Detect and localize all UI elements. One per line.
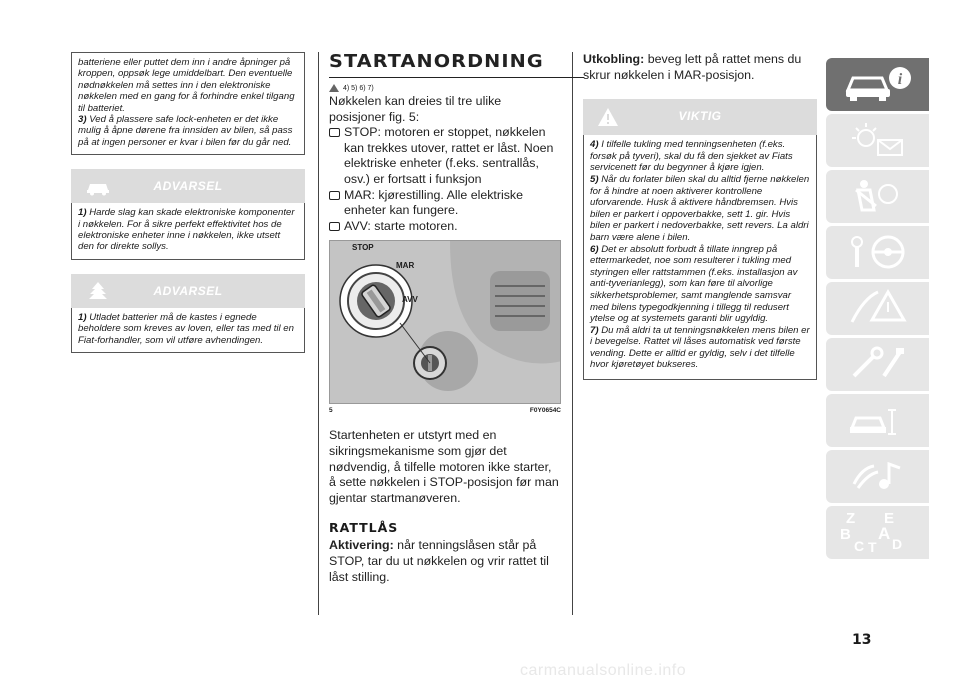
list-item	[329, 125, 561, 187]
index-letter: D	[892, 536, 903, 552]
warning-text: Harde slag kan skade elektroniske komponenter i nøkkelen. For å sikre perfekt effektivitet hos de elektroniske enheter inne i nøkkelen, ikke utsett den for direkte sollys.	[78, 207, 295, 253]
position-label-stop: STOP	[352, 243, 374, 253]
list-item-text: MAR: kjørestilling. Alle elektriske enheter kan fungere.	[344, 187, 524, 218]
index-letter: A	[878, 524, 891, 543]
note-number: 1)	[78, 311, 87, 323]
warning-triangle-icon	[329, 84, 339, 92]
index-letter: Z	[846, 510, 856, 527]
tab-technical-data[interactable]	[826, 394, 929, 447]
tab-multimedia[interactable]	[826, 450, 929, 503]
intro-paragraph: Nøkkelen kan dreies til tre ulike posisjoner fig. 5:	[329, 94, 502, 124]
key-icon	[329, 222, 340, 231]
key-icon	[329, 191, 340, 200]
ignition-illustration	[330, 241, 561, 404]
tab-maintenance[interactable]	[826, 338, 929, 391]
tools-icon	[844, 344, 914, 384]
important-header	[583, 99, 817, 135]
road-warning-icon	[844, 288, 914, 328]
important-title: VIKTIG	[678, 109, 722, 124]
index-letter: B	[840, 526, 851, 543]
tab-starting-driving[interactable]	[826, 226, 929, 279]
body-text	[329, 94, 561, 234]
note-text: Når du forlater bilen skal du alltid fjerne nøkkelen for å hindre at noen aktiverer kontrollene uforvarende. Husk å aktivere håndbremsen. Hvis bilen er parkert i oppoverbakke, sett 1. gir. Hvis bilen er parkert i nedoverbakke, sett revers. La aldri barn være alene i bilen.	[590, 173, 810, 243]
warning-header	[71, 274, 305, 308]
car-info-icon	[844, 64, 914, 104]
position-label-mar: MAR	[396, 261, 415, 271]
important-box	[583, 135, 817, 380]
warning-text: Utladet batterier må de kastes i egnede beholdere som kreves av loven, eller tas med til en Fiat-forhandler, som vil utføre avhendingen.	[78, 311, 294, 346]
note-number: 3)	[78, 114, 87, 126]
section-heading: STARTANORDNING	[329, 52, 584, 78]
list-item	[329, 188, 561, 219]
chapter-index	[826, 58, 929, 562]
list-item-text: AVV: starte motoren.	[344, 218, 458, 233]
start-paragraph: Startenheten er utstyrt med en sikringsmekanisme som gjør det nødvendig, å tilfelle motoren ikke starter, å sette nøkkelen i STOP-posisjon før man gjentar startmanøveren.	[329, 428, 559, 505]
position-label-avv: AVV	[402, 295, 418, 305]
warning-box	[71, 308, 305, 353]
column-divider-left	[318, 52, 319, 615]
figure-code: F0Y0654C	[529, 407, 561, 415]
svg-text:i: i	[897, 71, 903, 88]
column-divider-right	[572, 52, 573, 615]
intro-text: batteriene eller puttet dem inn i andre åpninger på kroppen, oppsøk lege umiddelbart. Den eventuelle nødnøkkelen må settes inn i den elektroniske nøkkelen med en gang for å forhindre enkel tilgang til batteriet.	[78, 57, 295, 114]
multimedia-icon	[844, 456, 914, 496]
ignition-figure	[329, 240, 561, 404]
steering-wheel-key-icon	[844, 232, 914, 272]
warning-title: ADVARSEL	[153, 283, 223, 298]
note-number: 4)	[590, 139, 599, 151]
activation-label: Aktivering:	[329, 538, 394, 553]
index-letter: E	[884, 510, 895, 527]
note-text: Du må aldri ta ut tenningsnøkkelen mens bilen er i bevegelse. Rattet vil låses automatisk ved første vending. Dette er alltid er gyldig, selv i det tilfelle hvor kjøretøyet bukseres.	[590, 324, 810, 371]
note-number: 5)	[590, 173, 599, 185]
list-item-text: STOP: motoren er stoppet, nøkkelen kan trekkes utover, rattet er låst. Noen elektriske enheter (f.eks. sentrallås, osv.) er fortsatt i funksjon	[344, 125, 554, 186]
warning-header	[71, 169, 305, 203]
key-icon	[329, 128, 340, 137]
note-number: 6)	[590, 243, 599, 255]
index-letter: T	[868, 539, 877, 555]
tab-car-info[interactable]	[826, 58, 929, 111]
tab-safety[interactable]	[826, 170, 929, 223]
tab-emergency[interactable]	[826, 282, 929, 335]
tab-index[interactable]	[826, 506, 929, 559]
note-text: Det er absolutt forbudt å tillate inngrep på ettermarkedet, noe som resulterer i tukling med styringen eller rattstammen (f.eks. installasjon av anti-tyverianlegg), som kan føre til alvorlige sikkerhetsproblemer, samt manglende samsvar med bilens typegodkjenning i tillegg til redusert ytelse og at systemets garanti blir ugyldig.	[590, 243, 798, 325]
deactivation-label: Utkobling:	[583, 52, 645, 66]
dashboard-lights-icon	[844, 120, 914, 160]
warning-box	[71, 203, 305, 260]
watermark: carmanualsonline.info	[520, 662, 687, 679]
middle-column	[329, 52, 561, 585]
index-letter: C	[854, 538, 865, 554]
tab-dashboard-lights[interactable]	[826, 114, 929, 167]
left-column	[71, 52, 305, 353]
reference-numbers: 4) 5) 6) 7)	[343, 84, 374, 92]
warning-title: ADVARSEL	[153, 179, 223, 194]
activation-text: når tenningslåsen står på STOP, tar du ut nøkkelen og vrir rattet til låst stilling.	[329, 538, 549, 584]
airbag-seat-icon	[844, 176, 914, 216]
note-text: Ved å plassere safe lock-enheten er det ikke mulig å åpne dørene fra innsiden av bilen, så pass på at ingen personer er kvar i bilen før du går ned.	[78, 114, 293, 148]
continued-note-box	[71, 52, 305, 155]
page-number: 13	[852, 632, 872, 648]
list-item	[329, 219, 561, 235]
note-text: I tilfelle tukling med tenningsenheten (f.eks. forsøk på tyveri), skal du få den sjekket av Fiats servicenett før du begynner å kjøre igjen.	[590, 139, 793, 174]
figure-number: 5	[329, 407, 333, 415]
note-number: 7)	[590, 324, 599, 336]
right-column	[583, 52, 817, 380]
alphabetical-index-icon	[840, 510, 920, 556]
figure-caption	[329, 407, 561, 414]
deactivation-text: beveg lett på rattet mens du skrur nøkkelen i MAR-posisjon.	[583, 52, 802, 82]
car-specs-icon	[844, 400, 914, 440]
note-number: 1)	[78, 207, 87, 219]
subsection-heading: RATTLÅS	[329, 520, 399, 536]
warning-references	[329, 82, 561, 94]
